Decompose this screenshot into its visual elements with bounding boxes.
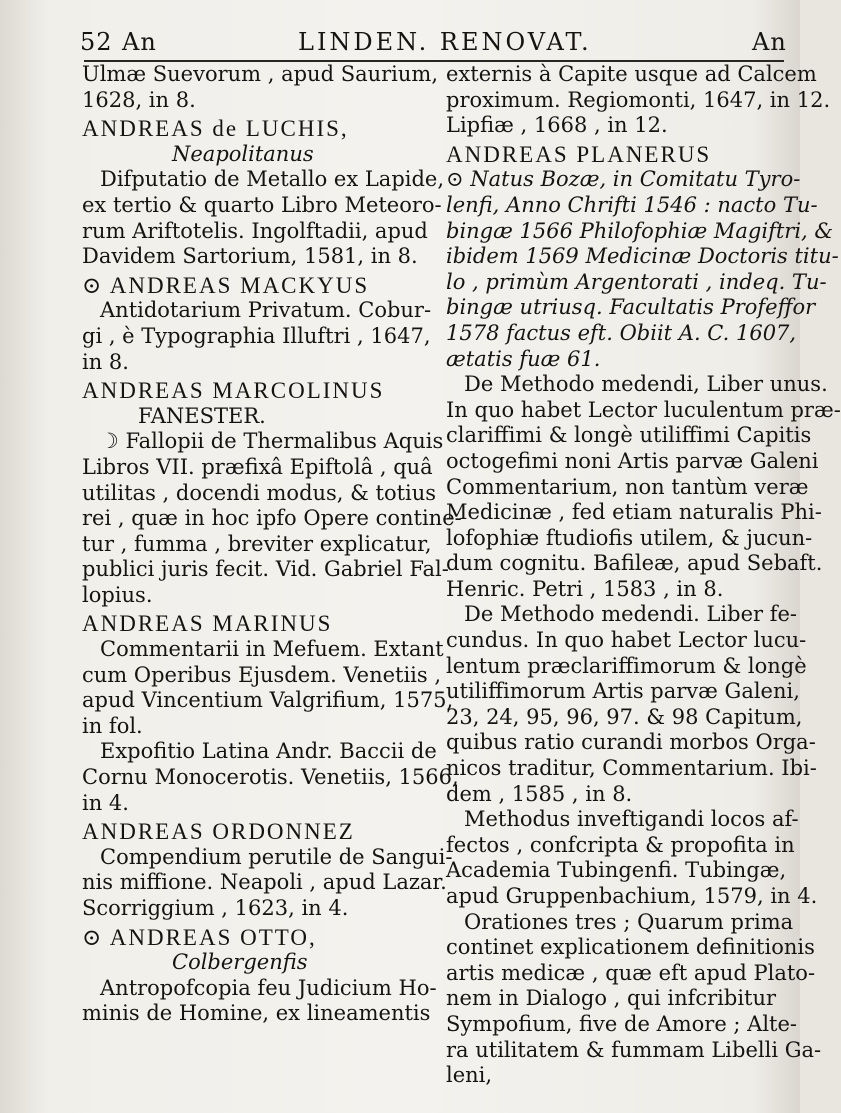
- text-line: tur , fumma , breviter explicatur,: [82, 531, 432, 556]
- text-line: cum Operibus Ejusdem. Venetiis ,: [82, 662, 442, 687]
- text-line: publici juris fecit. Vid. Gabriel Fal-: [82, 557, 449, 582]
- left-column: [82, 62, 462, 1027]
- text-line: 1578 factus eft. Obiit A. C. 1607,: [446, 320, 797, 345]
- text-line: Academia Tubingenfi. Tubingæ,: [446, 858, 787, 883]
- text-line: Methodus inveftigandi locos af-: [464, 807, 799, 832]
- text-line: Cornu Monocerotis. Venetiis, 1566,: [82, 765, 459, 790]
- text-line: rei , quæ in hoc ipfo Opere contine-: [82, 506, 462, 531]
- entry-heading: ANDREAS MARINUS: [82, 611, 333, 637]
- entry-heading: ⊙ ANDREAS OTTO,: [82, 924, 317, 950]
- text-line: Commentarium, non tantùm veræ: [446, 474, 809, 499]
- text-line: nem in Dialogo , qui infcribitur: [446, 986, 777, 1011]
- text-line: Antropofcopia feu Judicium Ho-: [100, 975, 437, 1000]
- text-line: in 8.: [82, 349, 129, 374]
- text-line: Davidem Sartorium, 1581, in 8.: [82, 244, 418, 269]
- text-line: dem , 1585 , in 8.: [446, 781, 633, 806]
- text-line: lofophiæ ftudiofis utilem, & jucun-: [446, 525, 813, 550]
- entry-subheading: Colbergenfis: [172, 950, 308, 975]
- text-line: ætatis fuæ 61.: [446, 346, 601, 371]
- text-line: rum Ariftotelis. Ingolftadii, apud: [82, 218, 428, 243]
- header-title: LINDEN. RENOVAT.: [298, 28, 592, 56]
- text-line: De Methodo medendi. Liber fe-: [464, 602, 798, 627]
- text-line: fectos , confcripta & propofita in: [446, 832, 795, 857]
- text-line: gi , è Typographia Illuftri , 1647,: [82, 323, 431, 348]
- entry-heading: ANDREAS ORDONNEZ: [82, 819, 355, 845]
- text-line: ex tertio & quarto Libro Meteoro-: [82, 192, 442, 217]
- text-line: lo , primùm Argentorati , indeq. Tu-: [446, 269, 827, 294]
- catchword-right: An: [752, 28, 787, 56]
- text-line: lenfi, Anno Chrifti 1546 : nacto Tu-: [446, 192, 818, 217]
- text-line: dum cognitu. Bafileæ, apud Sebaft.: [446, 551, 823, 576]
- text-line: FANESTER.: [138, 403, 266, 428]
- text-line: minis de Homine, ex lineamentis: [82, 1001, 431, 1026]
- catchword-left: An: [122, 28, 157, 56]
- text-line: Sympofium, five de Amore ; Alte-: [446, 1011, 798, 1036]
- text-line: nis miffione. Neapoli , apud Lazar.: [82, 870, 447, 895]
- entry-heading: ANDREAS PLANERUS: [446, 141, 712, 167]
- text-line: In quo habet Lector luculentum præ-: [446, 397, 841, 422]
- text-line: continet explicationem definitionis: [446, 935, 815, 960]
- text-line: 1628, in 8.: [82, 87, 196, 112]
- text-line: bingæ 1566 Philofophiæ Magiftri, &: [446, 218, 834, 243]
- text-line: lopius.: [82, 582, 153, 607]
- entry-heading: ANDREAS de LUCHIS,: [82, 116, 349, 142]
- text-line: De Methodo medendi, Liber unus.: [464, 372, 828, 397]
- entry-heading: ANDREAS MARCOLINUS: [82, 378, 385, 404]
- text-line: Ulmæ Suevorum , apud Saurium,: [82, 62, 438, 86]
- text-line: ra utilitatem & fummam Libelli Ga-: [446, 1037, 822, 1062]
- text-line: proximum. Regiomonti, 1647, in 12.: [446, 87, 831, 112]
- text-line: lentum præclariffimorum & longè: [446, 653, 807, 678]
- text-line: cundus. In quo habet Lector lucu-: [446, 628, 807, 653]
- text-line: Difputatio de Metallo ex Lapide,: [100, 167, 445, 192]
- text-line: Orationes tres ; Quarum prima: [464, 909, 794, 934]
- text-line: utiliffimorum Artis parvæ Galeni,: [446, 679, 800, 704]
- text-line: nicos traditur, Commentarium. Ibi-: [446, 756, 817, 781]
- text-line: Medicinæ , fed etiam naturalis Phi-: [446, 500, 822, 525]
- text-line: octogefimi noni Artis parvæ Galeni: [446, 448, 819, 473]
- text-line: externis à Capite usque ad Calcem: [446, 62, 817, 86]
- text-line: Libros VII. præfixâ Epiftolâ , quâ: [82, 454, 433, 479]
- text-line: Antidotarium Privatum. Cobur-: [100, 298, 432, 323]
- entry-subheading: Neapolitanus: [172, 141, 314, 166]
- text-line: ⊙ Natus Bozæ, in Comitatu Tyro-: [446, 167, 801, 192]
- text-line: artis medicæ , quæ eft apud Plato-: [446, 960, 816, 985]
- entry-heading: ⊙ ANDREAS MACKYUS: [82, 272, 370, 298]
- text-line: utilitas , docendi modus, & totius: [82, 480, 437, 505]
- text-line: Expofitio Latina Andr. Baccii de: [100, 739, 437, 764]
- right-column: [446, 62, 841, 1089]
- text-line: Compendium perutile de Sangui-: [100, 844, 453, 869]
- text-line: in fol.: [82, 713, 143, 738]
- text-line: bingæ utriusq. Facultatis Profeffor: [446, 295, 816, 320]
- text-line: apud Vincentium Valgrifium, 1575,: [82, 688, 454, 713]
- text-line: apud Gruppenbachium, 1579, in 4.: [446, 884, 818, 908]
- text-line: Lipfiæ , 1668 , in 12.: [446, 113, 668, 138]
- text-line: clariffimi & longè utiliffimi Capitis: [446, 423, 812, 448]
- text-line: Scorriggium , 1623, in 4.: [82, 896, 349, 920]
- text-line: 23, 24, 95, 96, 97. & 98 Capitum,: [446, 704, 803, 729]
- text-line: Henric. Petri , 1583 , in 8.: [446, 576, 724, 601]
- text-line: quibus ratio curandi morbos Orga-: [446, 730, 816, 755]
- text-line: in 4.: [82, 790, 129, 815]
- text-line: ☽ Fallopii de Thermalibus Aquis: [100, 429, 444, 454]
- text-line: leni,: [446, 1063, 493, 1088]
- page-number: 52: [80, 28, 113, 56]
- text-line: ibidem 1569 Medicinæ Doctoris titu-: [446, 244, 839, 269]
- text-line: Commentarii in Mefuem. Extant: [100, 637, 444, 662]
